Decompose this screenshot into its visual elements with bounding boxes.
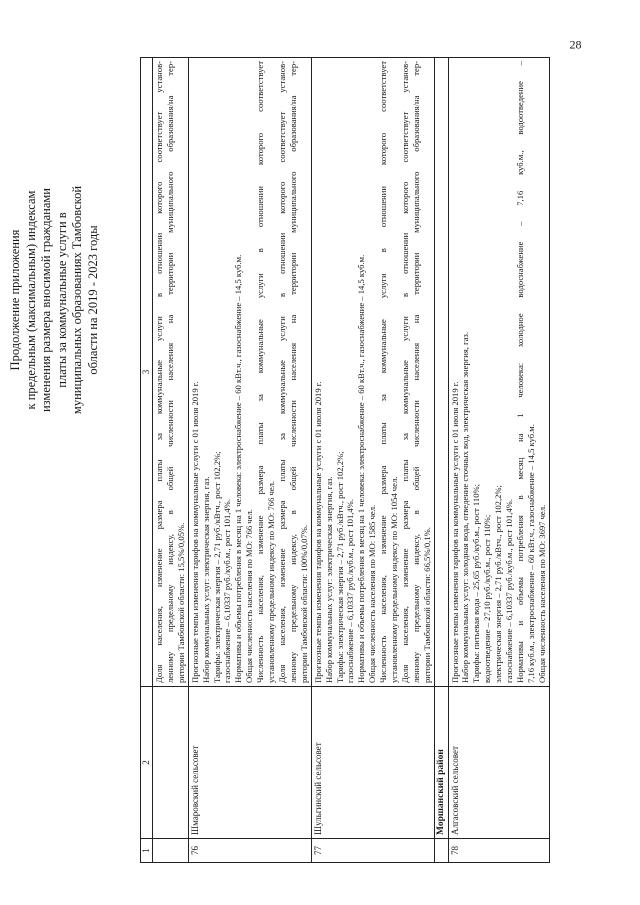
appendix-header bbox=[8, 45, 101, 555]
text-line: Общая численность населения по МО: 766 чел. bbox=[244, 509, 255, 683]
row-description bbox=[153, 58, 189, 687]
row-description bbox=[188, 58, 311, 687]
text-line: ритории Тамбовской области: 100%/0,07%. bbox=[298, 524, 309, 683]
table-row bbox=[153, 58, 189, 863]
tariff-table bbox=[140, 57, 550, 863]
text-line: Общая численность населения по МО: 1585 чел. bbox=[367, 504, 378, 683]
table-header-row bbox=[141, 58, 153, 863]
text-line: Нормативы и объемы потребления в месяц на 1 человека: холодное водоснабжение – 7,16 куб.м., водоотведение – bbox=[515, 61, 525, 683]
header-line: изменения размера вносимой гражданами bbox=[39, 188, 53, 413]
row-number: 78 bbox=[448, 839, 549, 863]
text-line: ленному предельному индексу, в общей численности населения на территории муниципального образования/на тер- bbox=[287, 61, 298, 683]
table-row bbox=[311, 58, 434, 863]
text-line: Тарифы: электрическая энергия – 2,71 руб./кВтч., рост 102,2%; bbox=[334, 451, 345, 683]
text-line: Прогнозные темпы изменения тарифов на коммунальные услуги с 01 июля 2019 г. bbox=[189, 381, 200, 683]
header-line: к предельным (максимальным) индексам bbox=[23, 190, 38, 410]
text-line: Нормативы и объемы потребления в месяц на 1 человека: электроснабжение – 60 кВт.ч., газоснабжение – 14,5 куб.м. bbox=[233, 254, 244, 683]
text-line: Набор коммунальных услуг: электрическая энергия, газ. bbox=[200, 476, 211, 683]
text-line: ленному предельному индексу, в общей численности населения на территории муниципального образования/на тер- bbox=[410, 61, 421, 683]
text-line: Доля населения, изменение размера платы за коммунальные услуги в отношении которого соответствует установ- bbox=[154, 61, 164, 683]
text-line: Набор коммунальных услуг: электрическая энергия, газ. bbox=[323, 476, 334, 683]
row-description bbox=[448, 58, 549, 687]
text-line: Набор коммунальных услуг: холодная вода, отведение сточных вод, электрическая энергия, газ. bbox=[460, 332, 471, 683]
municipality-name: Алгасовский сельсовет bbox=[448, 687, 549, 839]
table-row bbox=[448, 58, 549, 863]
table-row bbox=[188, 58, 311, 863]
text-line: газоснабжение – 6,10337 руб./куб.м., рост 101,4%. bbox=[345, 499, 356, 683]
section-row bbox=[434, 58, 448, 863]
text-line: водоотведение – 27,10 руб./куб.м., рост 110%; bbox=[482, 514, 493, 683]
text-line: ритории Тамбовской области: 15,5%/0,05%. bbox=[175, 522, 186, 683]
column-header: 3 bbox=[141, 58, 153, 687]
text-line: Прогнозные темпы изменения тарифов на коммунальные услуги с 01 июля 2019 г. bbox=[312, 381, 323, 683]
text-line: Тарифы: питьевая вода – 25,65 руб./куб.м., рост 110%; bbox=[471, 483, 482, 683]
district-title: Моршанский район bbox=[434, 687, 448, 839]
text-line: Тарифы: электрическая энергия – 2,71 руб./кВтч., рост 102,2%; bbox=[211, 451, 222, 683]
row-description bbox=[311, 58, 434, 687]
text-line: газоснабжение – 6,10337 руб./куб.м., рост 101,4%. bbox=[504, 499, 515, 683]
text-line: ритории Тамбовской области: 66,5%/0,1%. bbox=[421, 527, 432, 683]
text-line: Нормативы и объемы потребления в месяц на 1 человека: электроснабжение – 60 кВт.ч., газоснабжение – 14,5 куб.м. bbox=[356, 254, 367, 683]
header-line: муниципальных образованиях Тамбовской bbox=[70, 185, 84, 415]
row-number: 76 bbox=[188, 839, 311, 863]
text-line: Численность населения, изменение размера платы за коммунальные услуги в отношении которого соответствует bbox=[255, 61, 266, 683]
text-line: установленному предельному индексу по МО: 766 чел. bbox=[266, 480, 277, 683]
text-line: установленному предельному индексу по МО: 1054 чел. bbox=[389, 476, 400, 683]
row-number: 77 bbox=[311, 839, 434, 863]
header-line: Продолжение приложения bbox=[8, 229, 22, 371]
page-number: 28 bbox=[569, 37, 582, 52]
text-line: 7,16 куб.м., электроснабжение – 60 кВт.ч., газоснабжение – 14,5 куб.м. bbox=[525, 424, 536, 683]
text-line: Доля населения, изменение размера платы за коммунальные услуги в отношении которого соответствует установ- bbox=[399, 61, 410, 683]
text-line: газоснабжение – 6,10337 руб./куб.м., рост 101,4%. bbox=[222, 499, 233, 683]
header-line: платы за коммунальные услуги в bbox=[54, 212, 69, 388]
text-line: Прогнозные темпы изменения тарифов на коммунальные услуги с 01 июля 2019 г. bbox=[449, 381, 460, 683]
column-header: 1 bbox=[141, 839, 153, 863]
text-line: Численность населения, изменение размера платы за коммунальные услуги в отношении которого соответствует bbox=[378, 61, 389, 683]
column-header: 2 bbox=[141, 687, 153, 839]
text-line: Доля населения, изменение размера платы за коммунальные услуги в отношении которого соответствует установ- bbox=[276, 61, 287, 683]
municipality-name: Шмаровский сельсовет bbox=[188, 687, 311, 839]
text-line: электрическая энергия – 2,71 руб./кВтч., рост 102,2%; bbox=[493, 485, 504, 683]
header-line: области на 2019 - 2023 годы bbox=[85, 225, 100, 375]
municipality-name: Шульгинский сельсовет bbox=[311, 687, 434, 839]
text-line: Общая численность населения по МО: 3697 чел. bbox=[536, 504, 547, 683]
text-line: ленному предельному индексу, в общей численности населения на территории муниципального образования/на тер- bbox=[164, 61, 175, 683]
